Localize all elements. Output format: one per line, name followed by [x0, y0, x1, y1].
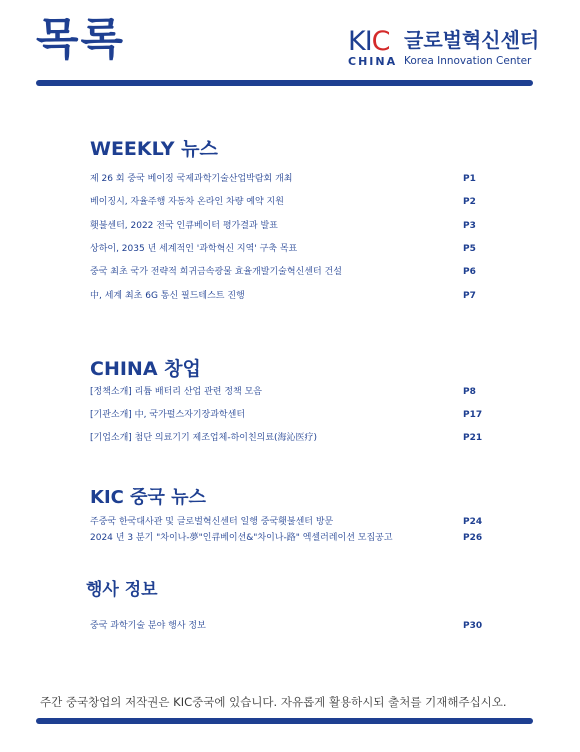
toc-item-page: P8	[463, 387, 476, 397]
toc-item-page: P17	[463, 410, 483, 420]
toc-item-title: 상하이, 2035 년 세계적인 '과학혁신 지역' 구축 목표	[90, 244, 298, 254]
toc-item[interactable]	[90, 515, 483, 529]
toc-item-page: P6	[463, 267, 476, 277]
toc-item[interactable]	[90, 385, 483, 399]
toc-item-title: 중국 최초 국가 전략적 희귀금속광물 효율개발기술혁신센터 건설	[90, 267, 342, 277]
toc-item-page: P5	[463, 244, 476, 254]
footer-divider	[36, 718, 533, 724]
logo-english-name: Korea Innovation Center	[404, 55, 532, 67]
toc-item[interactable]	[90, 289, 483, 303]
toc-item-title: 2024 년 3 분기 "차이나-夢"인큐베이션&"차이나-路" 엑셀러레이션 모집공고	[90, 533, 393, 543]
toc-item[interactable]	[90, 172, 483, 186]
copyright-notice: 주간 중국창업의 저작권은 KIC중국에 있습니다. 자유롭게 활용하시되 출처를 기재해주십시오.	[40, 695, 507, 709]
toc-item[interactable]	[90, 531, 483, 545]
logo-kic-prefix: KI	[348, 26, 372, 57]
toc-item-title: 주중국 한국대사관 및 글로벌혁신센터 일행 중국횃불센터 방문	[90, 517, 334, 527]
toc-item[interactable]	[90, 408, 483, 422]
toc-item-page: P2	[463, 197, 476, 207]
logo-kic-c: C	[371, 26, 390, 57]
toc-item-page: P24	[463, 517, 483, 527]
toc-item[interactable]	[90, 195, 483, 209]
logo-kic-mark	[348, 28, 390, 55]
toc-item-title: [기관소개] 中, 국가펄스자기장과학센터	[90, 410, 246, 420]
kic-logo	[348, 28, 548, 72]
toc-item-title: 횃불센터, 2022 전국 인큐베이터 평가결과 발표	[90, 221, 278, 231]
toc-item-page: P30	[463, 621, 483, 631]
toc-item-page: P1	[463, 174, 476, 184]
header-divider	[36, 80, 533, 86]
toc-item-title: 中, 세계 최초 6G 통신 필드테스트 진행	[90, 291, 245, 301]
section-title-weekly-news: WEEKLY 뉴스	[90, 138, 218, 160]
toc-item-title: 베이징시, 자율주행 자동차 온라인 차량 예약 지원	[90, 197, 284, 207]
toc-item[interactable]	[90, 265, 483, 279]
toc-item-page: P26	[463, 533, 483, 543]
toc-item-title: [정책소개] 리튬 배터리 산업 관련 정책 모음	[90, 387, 262, 397]
toc-item[interactable]	[90, 619, 483, 633]
toc-item-title: 중국 과학기술 분야 행사 정보	[90, 621, 206, 631]
logo-korean-name: 글로벌혁신센터	[404, 28, 540, 52]
toc-item-title: 제 26 회 중국 베이징 국제과학기술산업박람회 개최	[90, 174, 293, 184]
logo-china: CHINA	[348, 55, 398, 68]
section-title-kic-china-news: KIC 중국 뉴스	[90, 487, 206, 508]
section-title-china-startup: CHINA 창업	[90, 358, 201, 380]
toc-item[interactable]	[90, 242, 483, 256]
toc-item[interactable]	[90, 431, 483, 445]
section-title-events: 행사 정보	[86, 580, 158, 600]
toc-item-page: P21	[463, 433, 483, 443]
page-title: 목록	[36, 14, 126, 65]
toc-item-page: P3	[463, 221, 476, 231]
toc-item-page: P7	[463, 291, 476, 301]
toc-item[interactable]	[90, 219, 483, 233]
toc-item-title: [기업소개] 첨단 의료기기 제조업체-하이친의료(海沁医疗)	[90, 433, 318, 443]
